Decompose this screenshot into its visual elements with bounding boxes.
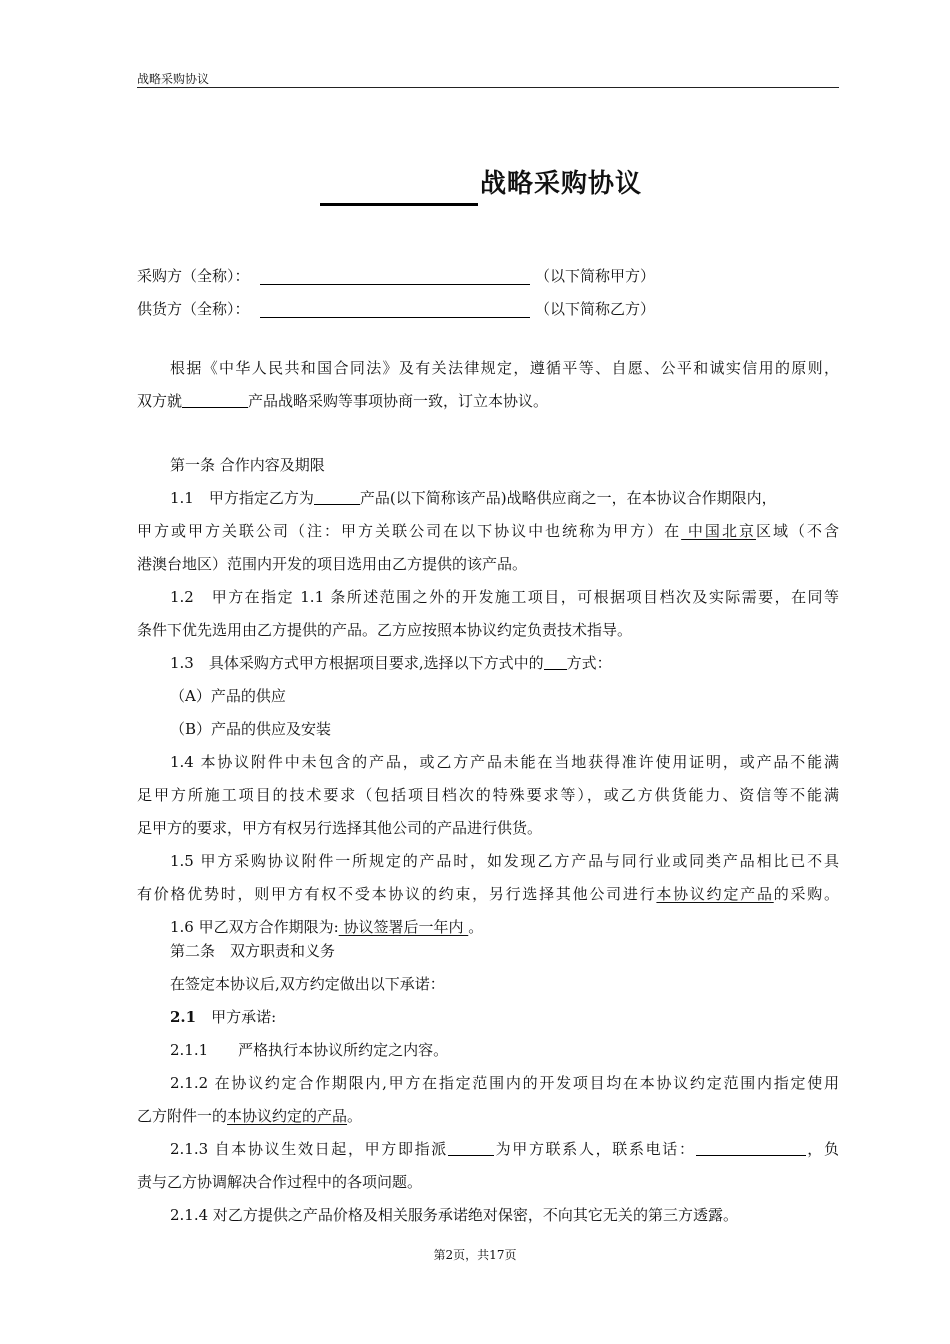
clause-text: ，负 [805, 1140, 839, 1158]
option-b: （B）产品的供应及安装 [170, 720, 332, 738]
clause-2-1-2-line-2 [137, 1100, 839, 1133]
document-title: 战略采购协议 [480, 169, 643, 199]
clause-1-5-line-2 [137, 878, 839, 911]
agreed-product-underlined: 本协议约定产品 [656, 885, 774, 903]
clause-1-4-line-3: 足甲方的要求，甲方有权另行选择其他公司的产品进行供货。 [137, 819, 543, 837]
article-2-heading: 第二条 双方职责和义务 [170, 942, 336, 960]
contact-person-blank [448, 1137, 494, 1156]
clause-2-1-3-line-2: 责与乙方协调解决合作过程中的各项问题。 [137, 1173, 423, 1191]
clause-text: 1.6 甲乙双方合作期限为: [170, 918, 339, 936]
region-underlined: 中国北京 [681, 522, 756, 540]
clause-text: 甲方承诺: [196, 1008, 277, 1026]
clause-text: 产品(以下简称该产品)战略供应商之一，在本协议合作期限内， [359, 489, 777, 507]
article-2 [137, 935, 839, 1232]
clause-1-2-line-2: 条件下优先选用由乙方提供的产品。乙方应按照本协议约定负责技术指导。 [137, 621, 633, 639]
clause-number: 2.1 [170, 1008, 197, 1026]
article-1-heading: 第一条 合作内容及期限 [170, 456, 325, 474]
clause-1-4-line-1: 1.4 本协议附件中未包含的产品，或乙方产品未能在当地获得准许使用证明，或产品不能满 [170, 753, 839, 771]
supplier-suffix: （以下简称乙方） [535, 300, 656, 318]
product-blank [182, 389, 248, 408]
clause-1-1-line-1 [137, 482, 839, 515]
article-1 [137, 449, 839, 944]
title-blank-line [320, 203, 478, 206]
clause-1-3-line-1 [137, 647, 839, 680]
clause-2-1-2-line-1: 2.1.2 在协议约定合作期限内,甲方在指定范围内的开发项目均在本协议约定范围内指定使用 [170, 1074, 839, 1092]
phone-blank [696, 1137, 806, 1156]
clause-2-1-1: 2.1.1 严格执行本协议所约定之内容。 [170, 1041, 449, 1059]
intro-text: 产品战略采购等事项协商一致，订立本协议。 [248, 392, 549, 410]
header-rule [137, 87, 839, 88]
clause-text: 1.3 具体采购方式甲方根据项目要求,选择以下方式中的 [170, 654, 544, 672]
supplier-label: 供货方（全称）： [137, 300, 250, 318]
buyer-label: 采购方（全称）： [137, 267, 250, 285]
clause-text: 1.1 甲方指定乙方为 [170, 489, 314, 507]
intro-paragraph [137, 352, 839, 418]
option-a: （A）产品的供应 [170, 687, 286, 705]
clause-text: 方式： [566, 654, 612, 672]
clause-1-5-line-1: 1.5 甲方采购协议附件一所规定的产品时，如发现乙方产品与同行业或同类产品相比已不具 [170, 852, 839, 870]
article-2-intro: 在签定本协议后,双方约定做出以下承诺： [170, 975, 445, 993]
clause-text: 区域（不含 [755, 522, 839, 540]
clause-text: 。 [468, 918, 484, 936]
clause-1-1-line-3: 港澳台地区）范围内开发的项目选用由乙方提供的该产品。 [137, 555, 528, 573]
intro-line-2 [137, 385, 839, 418]
page-header: 战略采购协议 [137, 72, 210, 86]
clause-1-4-line-2: 足甲方所施工项目的技术要求（包括项目档次的特殊要求等），或乙方供货能力、资信等不能满 [137, 786, 839, 804]
page-footer: 第2页，共17页 [433, 1248, 517, 1262]
clause-text: 为甲方联系人，联系电话： [493, 1140, 696, 1158]
clause-text: 的采购。 [773, 885, 839, 903]
term-underlined: 协议签署后一年内 [338, 918, 469, 936]
intro-text: 双方就 [137, 392, 183, 410]
clause-2-1-4: 2.1.4 对乙方提供之产品价格及相关服务承诺绝对保密，不向其它无关的第三方透露。 [170, 1206, 738, 1224]
clause-text: 有价格优势时，则甲方有权不受本协议的约束，另行选择其他公司进行 [137, 885, 657, 903]
method-blank [544, 651, 567, 670]
buyer-row [137, 265, 656, 286]
intro-line-1: 根据《中华人民共和国合同法》及有关法律规定，遵循平等、自愿、公平和诚实信用的原则， [170, 359, 839, 377]
agreed-product-underlined: 本协议约定的产品 [227, 1107, 348, 1125]
supplier-name-blank [260, 317, 530, 318]
clause-text: 。 [347, 1107, 363, 1125]
clause-text: 2.1.3 自本协议生效日起，甲方即指派 [170, 1140, 448, 1158]
clause-2-1-heading [137, 1001, 839, 1034]
buyer-name-blank [260, 284, 530, 285]
supplier-row [137, 298, 656, 319]
clause-2-1-3-line-1 [137, 1133, 839, 1166]
clause-1-1-line-2 [137, 515, 839, 548]
buyer-suffix: （以下简称甲方） [535, 267, 656, 285]
clause-text: 乙方附件一的 [137, 1107, 228, 1125]
clause-text: 甲方或甲方关联公司（注：甲方关联公司在以下协议中也统称为甲方）在 [137, 522, 682, 540]
clause-1-2-line-1: 1.2 甲方在指定 1.1 条所述范围之外的开发施工项目，可根据项目档次及实际需要，在同等 [170, 588, 840, 606]
product-blank [314, 486, 360, 505]
